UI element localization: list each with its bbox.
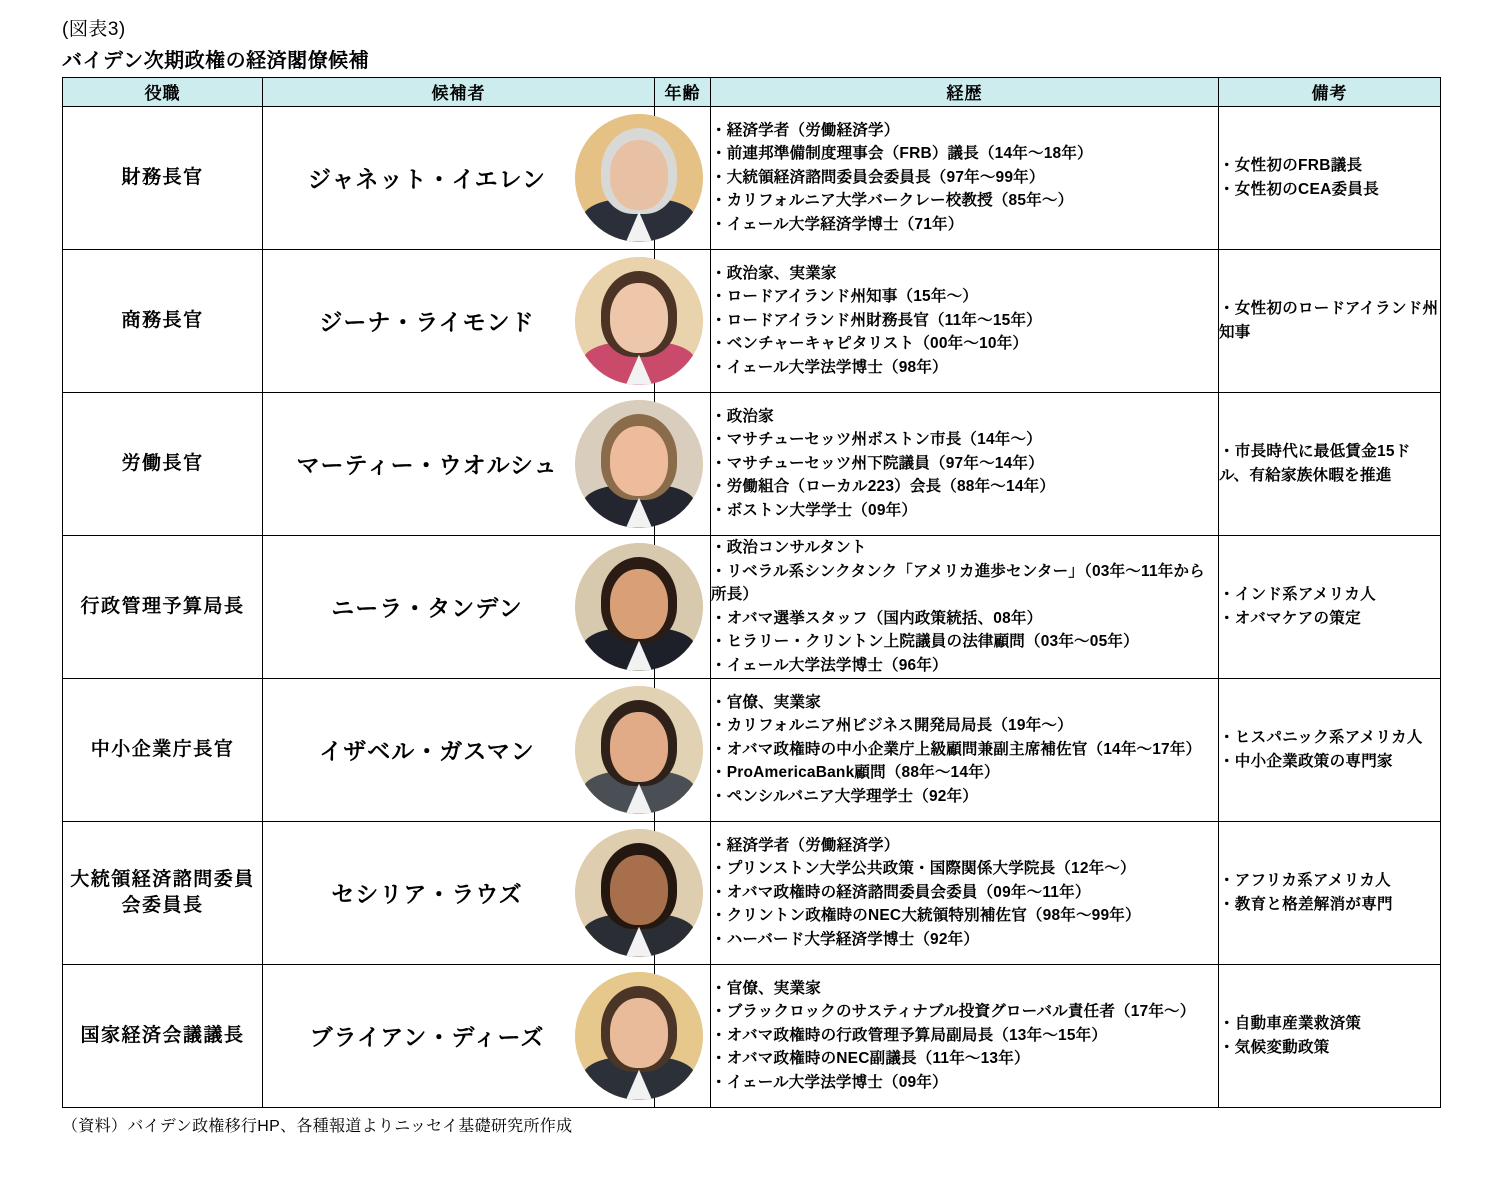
- candidate-name: ニーラ・タンデン: [331, 595, 523, 622]
- cell-role: 大統領経済諮問委員会委員長: [63, 821, 263, 964]
- career-item: ・官僚、実業家: [711, 693, 821, 711]
- career-item: ・ブラックロックのサスティナブル投資グローバル責任者（17年～）: [711, 1003, 1196, 1021]
- candidate-name: セシリア・ラウズ: [331, 881, 523, 908]
- cell-candidate: [263, 964, 655, 1107]
- cell-candidate: [263, 106, 655, 249]
- table-header-row: [63, 77, 1441, 106]
- career-item: ・労働組合（ローカル223）会長（88年～14年）: [711, 478, 1056, 496]
- career-item: ・イェール大学経済学博士（71年）: [711, 216, 964, 233]
- cell-notes: [1219, 821, 1441, 964]
- career-item: ・クリントン政権時のNEC大統領特別補佐官（98年～99年）: [711, 907, 1141, 925]
- candidate-portrait: [575, 829, 703, 957]
- career-item: ・前連邦準備制度理事会（FRB）議長（14年～18年）: [711, 145, 1093, 163]
- source-note: （資料）バイデン政権移行HP、各種報道よりニッセイ基礎研究所作成: [62, 1117, 573, 1135]
- candidate-name: ジャネット・イエレン: [307, 166, 547, 193]
- career-item: ・政治家、実業家: [711, 264, 837, 282]
- career-item: ・ロードアイランド州財務長官（11年～15年）: [711, 311, 1042, 329]
- table-row: [63, 392, 1441, 535]
- note-item: ・女性初のロードアイランド州知事: [1219, 300, 1439, 341]
- cell-role: 財務長官: [63, 106, 263, 249]
- note-item: ・中小企業政策の専門家: [1219, 752, 1393, 770]
- career-item: ・経済学者（労働経済学）: [711, 121, 900, 139]
- column-header-age: 年齢: [655, 77, 711, 106]
- cell-notes: [1219, 249, 1441, 392]
- cell-career: [711, 821, 1219, 964]
- career-item: ・ProAmericaBank顧問（88年～14年）: [711, 764, 1000, 782]
- table-row: [63, 821, 1441, 964]
- cell-career: [711, 964, 1219, 1107]
- career-item: ・カリフォルニア大学バークレー校教授（85年～）: [711, 192, 1074, 210]
- candidate-portrait: [575, 543, 703, 671]
- career-item: ・オバマ選挙スタッフ（国内政策統括、08年）: [711, 609, 1043, 627]
- career-item: ・イェール大学法学博士（98年）: [711, 359, 948, 376]
- note-item: ・ヒスパニック系アメリカ人: [1219, 729, 1423, 747]
- career-item: ・オバマ政権時の中小企業庁上級顧問兼副主席補佐官（14年～17年）: [711, 740, 1202, 758]
- note-item: ・教育と格差解消が専門: [1219, 895, 1393, 913]
- candidate-portrait: [575, 114, 703, 242]
- column-header-role: 役職: [63, 77, 263, 106]
- candidate-portrait: [575, 400, 703, 528]
- career-item: ・大統領経済諮問委員会委員長（97年～99年）: [711, 168, 1045, 186]
- career-item: ・オバマ政権時の経済諮問委員会委員（09年～11年）: [711, 883, 1091, 901]
- column-header-career: 経歴: [711, 77, 1219, 106]
- cabinet-candidates-table: [62, 77, 1441, 1108]
- cell-career: [711, 535, 1219, 678]
- cell-role: 行政管理予算局長: [63, 535, 263, 678]
- table-header: [63, 77, 1441, 106]
- cell-notes: [1219, 392, 1441, 535]
- career-item: ・リベラル系シンクタンク「アメリカ進歩センター」（03年～11年から所長）: [711, 562, 1205, 604]
- career-item: ・経済学者（労働経済学）: [711, 836, 900, 854]
- note-item: ・インド系アメリカ人: [1219, 586, 1376, 604]
- candidate-name: マーティー・ウオルシュ: [296, 452, 558, 479]
- candidate-portrait: [575, 686, 703, 814]
- cell-role: 中小企業庁長官: [63, 678, 263, 821]
- cell-candidate: [263, 535, 655, 678]
- cell-notes: [1219, 106, 1441, 249]
- cell-career: [711, 106, 1219, 249]
- candidate-name: ジーナ・ライモンド: [319, 309, 535, 336]
- career-item: ・ハーバード大学経済学博士（92年）: [711, 931, 980, 948]
- note-item: ・気候変動政策: [1219, 1038, 1330, 1056]
- cell-notes: [1219, 678, 1441, 821]
- note-item: ・女性初のCEA委員長: [1219, 180, 1380, 198]
- cell-career: [711, 392, 1219, 535]
- column-header-candidate: 候補者: [263, 77, 655, 106]
- table-row: [63, 535, 1441, 678]
- cell-role: 国家経済会議議長: [63, 964, 263, 1107]
- cell-candidate: [263, 678, 655, 821]
- figure-title: バイデン次期政権の経済閣僚候補: [62, 49, 370, 72]
- cell-candidate: [263, 821, 655, 964]
- note-item: ・女性初のFRB議長: [1219, 157, 1363, 175]
- cell-role: 商務長官: [63, 249, 263, 392]
- cell-role: 労働長官: [63, 392, 263, 535]
- note-item: ・オバマケアの策定: [1219, 609, 1361, 627]
- table-row: [63, 106, 1441, 249]
- table-row: [63, 964, 1441, 1107]
- table-row: [63, 678, 1441, 821]
- career-item: ・ロードアイランド州知事（15年～）: [711, 288, 978, 306]
- career-item: ・ボストン大学学士（09年）: [711, 502, 918, 519]
- cell-notes: [1219, 535, 1441, 678]
- career-item: ・官僚、実業家: [711, 979, 821, 997]
- note-item: ・自動車産業救済策: [1219, 1015, 1362, 1033]
- career-item: ・ヒラリー・クリントン上院議員の法律顧問（03年～05年）: [711, 633, 1139, 651]
- candidate-name: イザベル・ガスマン: [319, 738, 535, 765]
- career-item: ・政治コンサルタント: [711, 539, 867, 557]
- candidate-portrait: [575, 257, 703, 385]
- career-item: ・マサチューセッツ州ボストン市長（14年～）: [711, 431, 1042, 449]
- candidate-name: ブライアン・ディーズ: [309, 1024, 545, 1051]
- career-item: ・イェール大学法学博士（09年）: [711, 1074, 948, 1091]
- figure-number: (図表3): [62, 19, 126, 40]
- career-item: ・イェール大学法学博士（96年）: [711, 656, 948, 674]
- table-row: [63, 249, 1441, 392]
- table-body: [63, 106, 1441, 1107]
- cell-notes: [1219, 964, 1441, 1107]
- career-item: ・オバマ政権時の行政管理予算局副局長（13年～15年）: [711, 1026, 1108, 1044]
- cell-career: [711, 249, 1219, 392]
- cell-candidate: [263, 249, 655, 392]
- career-item: ・ベンチャーキャピタリスト（00年～10年）: [711, 335, 1029, 353]
- candidate-portrait: [575, 972, 703, 1100]
- career-item: ・ペンシルバニア大学理学士（92年）: [711, 788, 978, 805]
- career-item: ・プリンストン大学公共政策・国際関係大学院長（12年～）: [711, 860, 1136, 878]
- cell-career: [711, 678, 1219, 821]
- note-item: ・アフリカ系アメリカ人: [1219, 872, 1391, 890]
- career-item: ・政治家: [711, 407, 774, 425]
- note-item: ・市長時代に最低賃金15ドル、有給家族休暇を推進: [1219, 443, 1411, 484]
- career-item: ・オバマ政権時のNEC副議長（11年～13年）: [711, 1050, 1030, 1068]
- column-header-notes: 備考: [1219, 77, 1441, 106]
- cell-candidate: [263, 392, 655, 535]
- career-item: ・カリフォルニア州ビジネス開発局局長（19年～）: [711, 717, 1073, 735]
- career-item: ・マサチューセッツ州下院議員（97年～14年）: [711, 454, 1044, 472]
